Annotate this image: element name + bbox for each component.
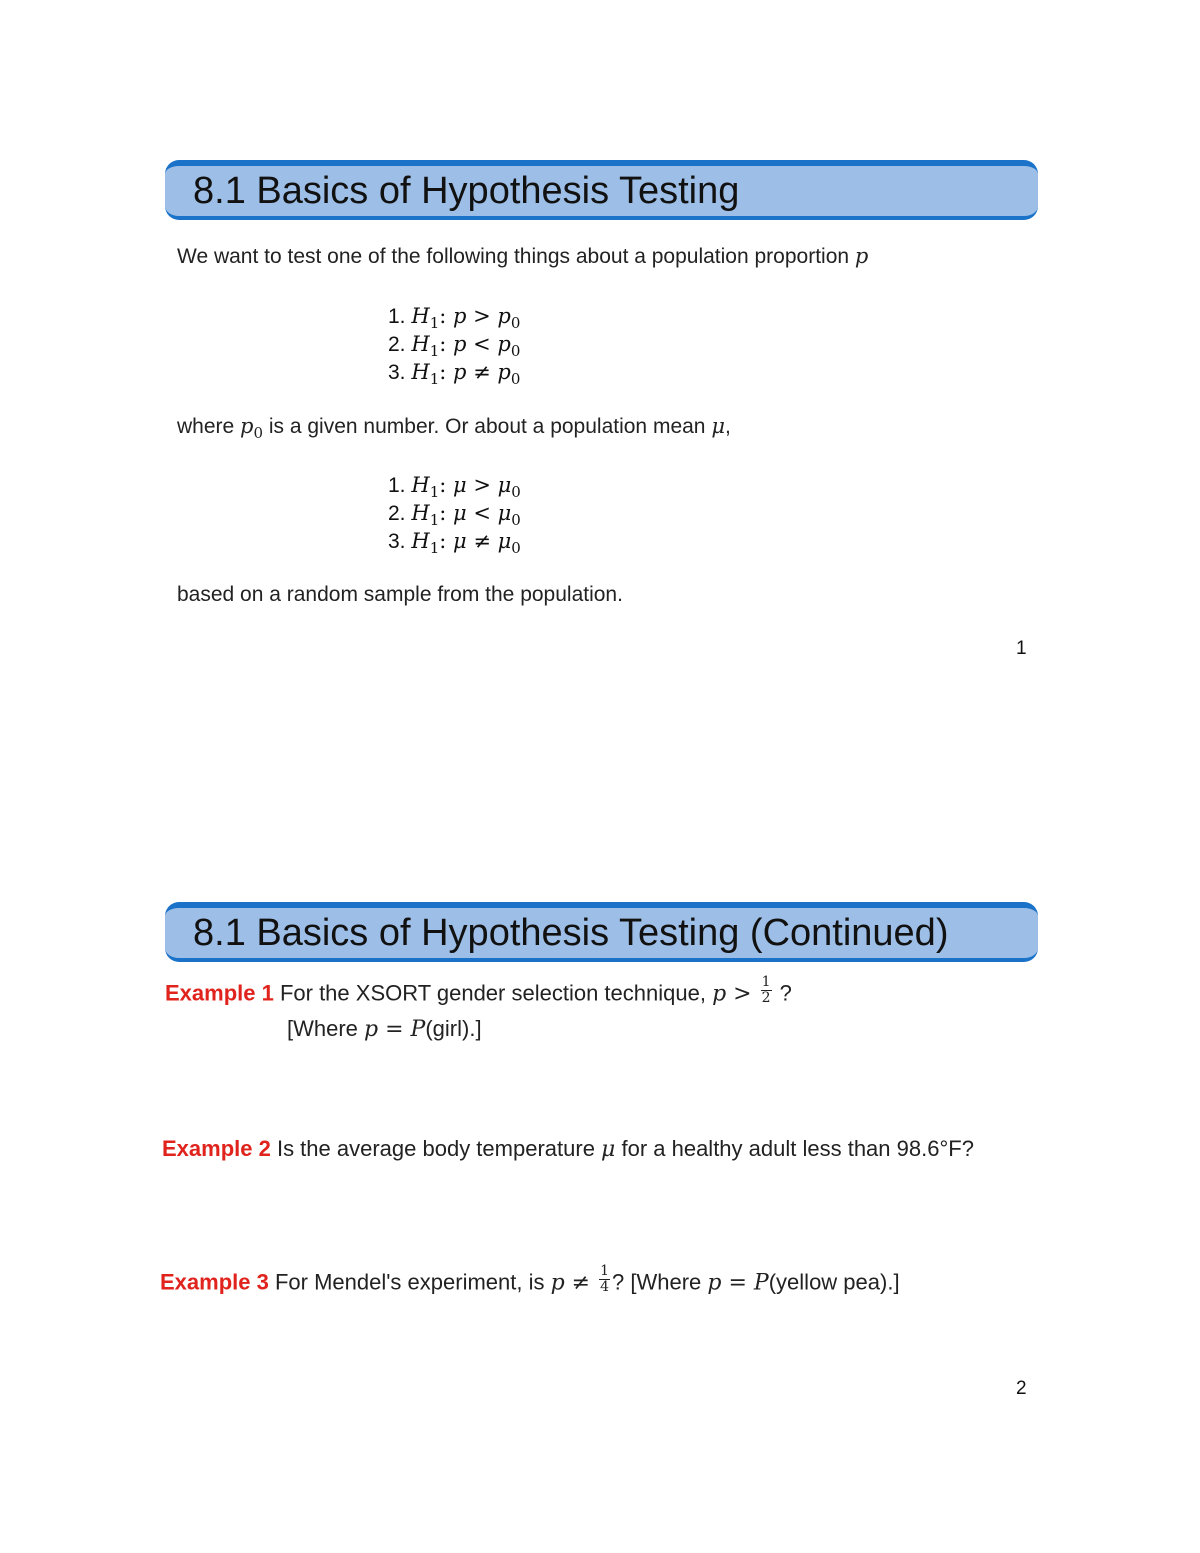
example-3-line: Example 3 For Mendel's experiment, is p ≠ $\frac{1}{4}$ ? [Where p = P(yellow pea).]	[160, 1263, 900, 1296]
example-2-line: Example 2 Is the average body temperature μ for a healthy adult less than 98.6°F?	[162, 1136, 974, 1162]
list-item: 3. $H_1$: $\mu \ne \mu_0$	[388, 529, 521, 557]
list-item: 2. $H_1$: $\mu < \mu_0$	[388, 501, 521, 529]
proportion-hypotheses-list	[388, 302, 520, 386]
list-item: 3. $H_1$: $p \ne p_0$	[388, 360, 521, 388]
example-label: Example 2	[162, 1136, 271, 1161]
fraction: $\frac{1}{4}$	[600, 1263, 610, 1295]
slide-2	[0, 740, 1200, 1553]
slide-title-bar	[165, 160, 1038, 220]
intro-line	[177, 244, 868, 269]
mean-hypotheses-list	[388, 471, 521, 555]
example-label: Example 3	[160, 1269, 269, 1295]
slide-1	[0, 0, 1200, 740]
fraction: $\frac{1}{2}$	[761, 974, 771, 1006]
list-item: 1. $H_1$: $p > p_0$	[388, 304, 521, 332]
list-item: 1. $H_1$: $\mu > \mu_0$	[388, 473, 521, 501]
page-number: 2	[1016, 1378, 1027, 1399]
intro-text: We want to test one of the following things about a population proportion	[177, 245, 855, 268]
slide-title: 8.1 Basics of Hypothesis Testing (Continued)	[193, 912, 949, 954]
example-label: Example 1	[165, 980, 274, 1006]
conclusion-line: based on a random sample from the population.	[177, 583, 623, 606]
list-item: 2. $H_1$: $p < p_0$	[388, 332, 521, 360]
where-line: where $p_0$ is a given number. Or about a population mean μ,	[177, 414, 731, 442]
slide-title-bar	[165, 902, 1038, 962]
slide-title: 8.1 Basics of Hypothesis Testing	[193, 170, 740, 212]
proportion-symbol: p	[854, 244, 869, 268]
example-1-line: Example 1 For the XSORT gender selection technique, p > $\frac{1}{2}$ ?	[165, 974, 792, 1007]
page-number: 1	[1016, 638, 1027, 659]
example-1-note: [Where p = P(girl).]	[287, 1016, 482, 1042]
